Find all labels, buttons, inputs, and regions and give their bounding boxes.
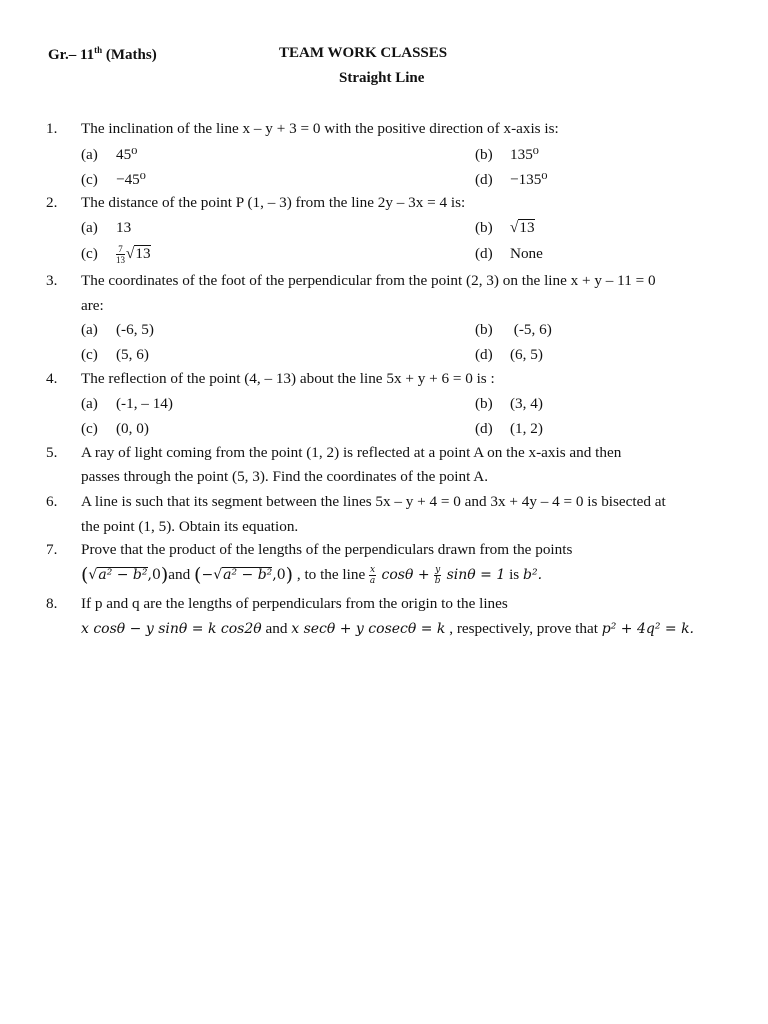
- option-a: (a) 13: [81, 219, 132, 236]
- option-d: (d) (1, 2): [475, 420, 543, 437]
- fraction: $\frac{7}{13}$: [116, 244, 125, 265]
- question-text-cont: passes through the point (5, 3). Find the coordinates of the point A.: [81, 468, 489, 485]
- question-text: If p and q are the lengths of perpendiculars from the origin to the lines: [81, 595, 508, 612]
- question-text: A line is such that its segment between the lines 5x – y + 4 = 0 and 3x + 4y – 4 = 0 is bisected at: [81, 493, 666, 510]
- question-math: x cosθ − y sinθ = k cos2θ and x secθ + y cosecθ = k , respectively, prove that p² + 4q² = k.: [81, 620, 695, 637]
- institute-name: TEAM WORK CLASSES: [279, 45, 448, 61]
- option-d: (d) (6, 5): [475, 346, 543, 363]
- option-b: (b) 135⁰: [475, 146, 539, 163]
- question-number: 3.: [46, 272, 58, 289]
- question-text: Prove that the product of the lengths of the perpendiculars drawn from the points: [81, 541, 573, 558]
- option-c: (c) (5, 6): [81, 346, 149, 363]
- question-math: (√a² − b²,0)and (−√a² − b²,0) , to the line $\frac{x}{a}$ cosθ + $\frac{y}{b}$ sinθ = 1 is b².: [81, 564, 543, 586]
- class-label: Gr.– 11th (Maths): [48, 45, 157, 63]
- question-number: 6.: [46, 493, 58, 510]
- question-text: The reflection of the point (4, – 13) about the line 5x + y + 6 = 0 is :: [81, 370, 495, 387]
- sqrt-symbol: √: [510, 219, 519, 236]
- question-text: The coordinates of the foot of the perpendicular from the point (2, 3) on the line x + y – 11 = 0: [81, 272, 656, 289]
- option-d: (d) None: [475, 245, 543, 262]
- question-number: 4.: [46, 370, 58, 387]
- topic-title: Straight Line: [339, 70, 425, 86]
- question-text: A ray of light coming from the point (1, 2) is reflected at a point A on the x-axis and then: [81, 444, 622, 461]
- option-c: (c) (0, 0): [81, 420, 149, 437]
- option-b: (b) √13: [475, 219, 535, 236]
- sqrt-symbol: √: [126, 244, 135, 262]
- option-b: (b) (-5, 6): [475, 321, 552, 338]
- option-a: (a) 45⁰: [81, 146, 138, 163]
- option-a: (a) (-6, 5): [81, 321, 154, 338]
- question-number: 1.: [46, 120, 58, 137]
- question-text-cont: the point (1, 5). Obtain its equation.: [81, 518, 299, 535]
- option-d: (d) −135⁰: [475, 171, 548, 188]
- question-number: 5.: [46, 444, 58, 461]
- question-number: 8.: [46, 595, 58, 612]
- option-a: (a) (-1, – 14): [81, 395, 173, 412]
- option-c: (c) −45⁰: [81, 171, 146, 188]
- option-c: (c) $\frac{7}{13}$ √13: [81, 244, 151, 265]
- question-number: 2.: [46, 194, 58, 211]
- question-text-cont: are:: [81, 297, 104, 314]
- question-text: The distance of the point P (1, – 3) from the line 2y – 3x = 4 is:: [81, 194, 466, 211]
- option-b: (b) (3, 4): [475, 395, 543, 412]
- question-number: 7.: [46, 541, 58, 558]
- question-text: The inclination of the line x – y + 3 = 0 with the positive direction of x-axis is:: [81, 120, 559, 137]
